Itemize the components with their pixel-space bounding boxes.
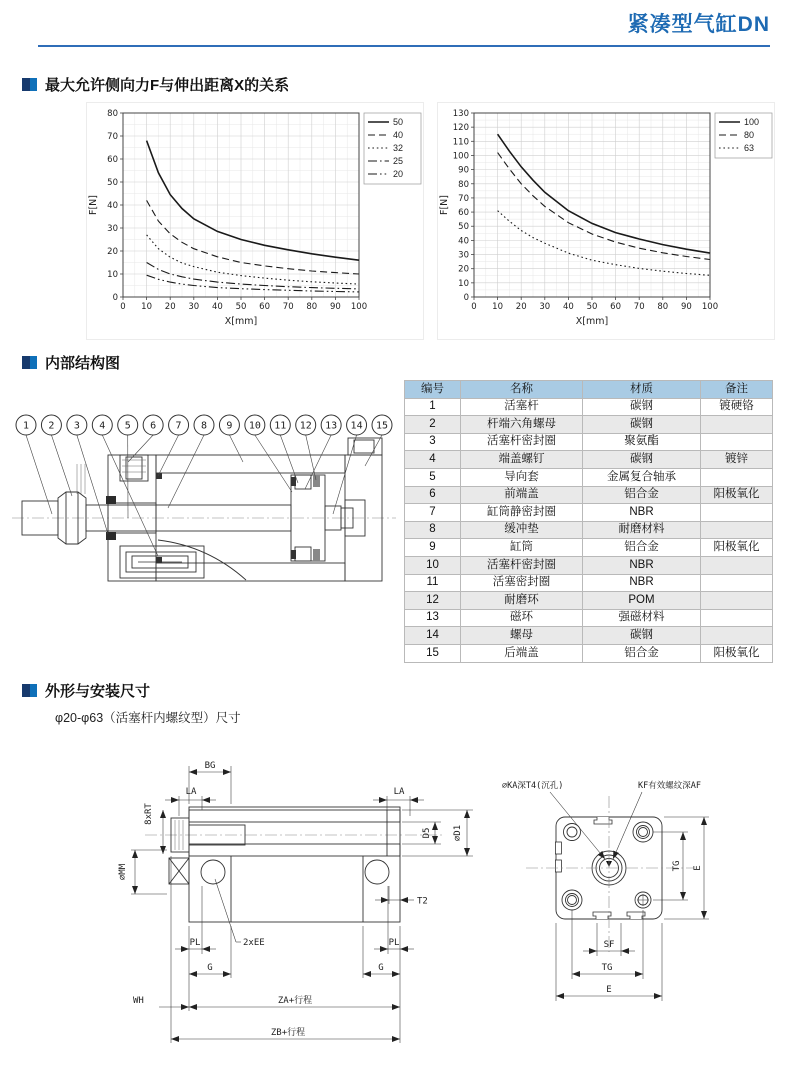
table-cell: 缓冲垫 bbox=[461, 521, 583, 539]
dim-label-e: E bbox=[693, 865, 703, 871]
table-cell: NBR bbox=[583, 556, 701, 574]
callout-number: 13 bbox=[325, 420, 338, 432]
callout-number: 11 bbox=[274, 420, 287, 432]
table-cell bbox=[701, 468, 773, 486]
table-cell: 碳钢 bbox=[583, 398, 701, 416]
dim-label-e: E bbox=[606, 985, 612, 995]
table-cell: 阳极氧化 bbox=[701, 539, 773, 557]
section-title: 外形与安装尺寸 bbox=[45, 683, 151, 700]
table-row bbox=[405, 433, 773, 451]
table-header-row bbox=[405, 381, 773, 399]
y-tick-label: 90 bbox=[458, 165, 469, 176]
y-tick-label: 40 bbox=[458, 236, 469, 247]
table-cell bbox=[701, 627, 773, 645]
callout-number: 6 bbox=[150, 420, 157, 432]
dim-label-ka: ∅KA深T4(沉孔) bbox=[502, 781, 564, 791]
callout-number: 4 bbox=[99, 420, 106, 432]
y-tick-label: 40 bbox=[107, 201, 118, 211]
page-title: 紧凑型气缸DN bbox=[627, 13, 770, 36]
x-tick-label: 0 bbox=[471, 302, 477, 312]
table-cell: 碳钢 bbox=[583, 416, 701, 434]
y-tick-label: 50 bbox=[107, 178, 118, 188]
table-cell: 强磁材料 bbox=[583, 609, 701, 627]
dim-label-zb: ZB+行程 bbox=[270, 1028, 306, 1038]
side-view-dimension-drawing bbox=[105, 752, 480, 1052]
x-tick-label: 10 bbox=[492, 302, 504, 312]
table-cell bbox=[701, 592, 773, 610]
table-cell: 活塞密封圈 bbox=[461, 574, 583, 592]
end-cap-geometry bbox=[526, 796, 694, 952]
table-cell: 10 bbox=[405, 556, 461, 574]
dim-label-rt: 8xRT bbox=[144, 803, 154, 825]
table-row bbox=[405, 451, 773, 469]
legend-label: 20 bbox=[393, 169, 404, 179]
legend-label: 50 bbox=[393, 117, 404, 127]
x-tick-label: 40 bbox=[562, 302, 574, 312]
table-cell bbox=[701, 574, 773, 592]
table-cell: 碳钢 bbox=[583, 627, 701, 645]
dim-label-d1: ∅D1 bbox=[453, 824, 463, 842]
table-cell: 铝合金 bbox=[583, 539, 701, 557]
y-tick-label: 20 bbox=[107, 247, 118, 257]
y-axis-label: F[N] bbox=[439, 195, 450, 215]
x-tick-label: 10 bbox=[141, 302, 153, 312]
table-cell: 耐磨环 bbox=[461, 592, 583, 610]
body-geometry bbox=[145, 807, 443, 922]
table-row bbox=[405, 398, 773, 416]
x-tick-label: 70 bbox=[633, 302, 645, 312]
y-tick-label: 60 bbox=[107, 155, 118, 165]
axes bbox=[439, 109, 718, 327]
y-tick-label: 10 bbox=[458, 278, 469, 289]
callout-number: 2 bbox=[48, 420, 55, 432]
table-cell: 前端盖 bbox=[461, 486, 583, 504]
table-cell: 2 bbox=[405, 416, 461, 434]
y-tick-label: 30 bbox=[107, 224, 118, 234]
table-cell: 铝合金 bbox=[583, 644, 701, 662]
table-cell: 4 bbox=[405, 451, 461, 469]
table-cell: 7 bbox=[405, 504, 461, 522]
table-cell: 1 bbox=[405, 398, 461, 416]
y-tick-label: 80 bbox=[458, 179, 469, 190]
table-cell: 铝合金 bbox=[583, 486, 701, 504]
legend-label: 40 bbox=[393, 130, 404, 140]
dim-label-pl: PL bbox=[388, 938, 400, 948]
table-cell: POM bbox=[583, 592, 701, 610]
table-cell: 导向套 bbox=[461, 468, 583, 486]
table-cell: 端盖螺钉 bbox=[461, 451, 583, 469]
section-heading-side-force bbox=[22, 74, 289, 95]
table-cell: 9 bbox=[405, 539, 461, 557]
x-tick-label: 30 bbox=[188, 302, 200, 312]
table-cell: 15 bbox=[405, 644, 461, 662]
callout-number: 15 bbox=[375, 420, 389, 432]
table-row bbox=[405, 416, 773, 434]
x-tick-label: 90 bbox=[680, 302, 692, 312]
end-view-dimension-drawing bbox=[490, 770, 770, 1015]
dim-label-g: G bbox=[207, 963, 213, 973]
dim-label-la: LA bbox=[393, 787, 405, 797]
y-tick-label: 20 bbox=[458, 264, 469, 275]
dim-label-mm: ∅MM bbox=[118, 863, 128, 881]
legend-label: 80 bbox=[744, 130, 755, 140]
x-tick-label: 60 bbox=[610, 302, 622, 312]
dimensions bbox=[118, 761, 473, 1043]
section-title: 内部结构图 bbox=[45, 355, 121, 372]
x-axis-label: X[mm] bbox=[224, 316, 258, 327]
axes bbox=[88, 109, 367, 327]
table-cell: 8 bbox=[405, 521, 461, 539]
header-rule bbox=[38, 45, 770, 47]
y-axis-label: F[N] bbox=[88, 195, 99, 215]
x-tick-label: 20 bbox=[515, 302, 527, 312]
section-bullet-icon bbox=[22, 684, 37, 697]
y-tick-label: 110 bbox=[452, 137, 469, 148]
table-cell bbox=[701, 521, 773, 539]
callout-number: 10 bbox=[248, 420, 261, 432]
callout-number: 3 bbox=[73, 420, 80, 432]
dim-label-tg: TG bbox=[672, 860, 682, 872]
callout-number: 12 bbox=[299, 420, 312, 432]
dim-label-za: ZA+行程 bbox=[277, 996, 313, 1006]
table-cell: 后端盖 bbox=[461, 644, 583, 662]
y-tick-label: 60 bbox=[458, 208, 469, 219]
y-tick-label: 80 bbox=[107, 109, 118, 119]
x-tick-label: 50 bbox=[235, 302, 247, 312]
table-cell: 6 bbox=[405, 486, 461, 504]
dim-label-t2: T2 bbox=[417, 896, 428, 907]
callout-balloons bbox=[16, 415, 392, 556]
dimensions bbox=[502, 780, 709, 1001]
table-cell: 活塞杆密封圈 bbox=[461, 433, 583, 451]
table-cell bbox=[701, 416, 773, 434]
dim-label-pl: PL bbox=[189, 938, 201, 948]
dim-label-sf: SF bbox=[603, 940, 615, 950]
table-row bbox=[405, 468, 773, 486]
y-tick-label: 0 bbox=[463, 293, 469, 303]
x-tick-label: 100 bbox=[701, 302, 719, 312]
callout-number: 9 bbox=[226, 420, 233, 432]
dim-label-wh: WH bbox=[133, 996, 144, 1006]
table-cell bbox=[701, 556, 773, 574]
callout-number: 14 bbox=[350, 420, 363, 432]
table-cell: 阳极氧化 bbox=[701, 486, 773, 504]
x-tick-label: 20 bbox=[164, 302, 176, 312]
table-cell: 阳极氧化 bbox=[701, 644, 773, 662]
dimension-subtitle: φ20-φ63（活塞杆内螺纹型）尺寸 bbox=[55, 711, 241, 725]
table-cell: 12 bbox=[405, 592, 461, 610]
table-cell: 14 bbox=[405, 627, 461, 645]
y-tick-label: 130 bbox=[452, 109, 469, 119]
table-cell: NBR bbox=[583, 574, 701, 592]
y-tick-label: 0 bbox=[112, 293, 118, 303]
legend-label: 63 bbox=[744, 143, 755, 153]
table-row bbox=[405, 592, 773, 610]
column-header: 材质 bbox=[583, 381, 701, 399]
internal-structure-drawing bbox=[8, 396, 398, 668]
section-bullet-icon bbox=[22, 78, 37, 91]
table-cell: NBR bbox=[583, 504, 701, 522]
legend-label: 100 bbox=[744, 117, 760, 127]
table-row bbox=[405, 556, 773, 574]
table-row bbox=[405, 627, 773, 645]
callout-number: 8 bbox=[200, 420, 208, 432]
y-tick-label: 120 bbox=[452, 123, 469, 134]
table-cell: 13 bbox=[405, 609, 461, 627]
y-tick-label: 70 bbox=[107, 132, 118, 142]
table-cell: 11 bbox=[405, 574, 461, 592]
legend bbox=[715, 113, 772, 158]
table-cell bbox=[701, 609, 773, 627]
section-bullet-icon bbox=[22, 356, 37, 369]
dim-label-d5: D5 bbox=[422, 827, 432, 839]
table-cell: 聚氨酯 bbox=[583, 433, 701, 451]
x-tick-label: 50 bbox=[586, 302, 598, 312]
x-tick-label: 80 bbox=[306, 302, 318, 312]
y-tick-label: 100 bbox=[452, 151, 469, 162]
table-cell: 活塞杆密封圈 bbox=[461, 556, 583, 574]
legend-label: 32 bbox=[393, 143, 404, 153]
column-header: 编号 bbox=[405, 381, 461, 399]
table-cell: 缸筒 bbox=[461, 539, 583, 557]
table-row bbox=[405, 609, 773, 627]
table-cell: 磁环 bbox=[461, 609, 583, 627]
dim-label-g: G bbox=[378, 963, 384, 973]
grid-lines bbox=[474, 113, 710, 297]
table-row bbox=[405, 521, 773, 539]
x-tick-label: 40 bbox=[211, 302, 223, 312]
x-tick-label: 60 bbox=[259, 302, 271, 312]
cylinder-section-geometry bbox=[12, 438, 396, 581]
x-tick-label: 30 bbox=[539, 302, 551, 312]
x-tick-label: 100 bbox=[350, 302, 368, 312]
table-cell: 耐磨材料 bbox=[583, 521, 701, 539]
x-tick-label: 0 bbox=[120, 302, 126, 312]
table-cell: 螺母 bbox=[461, 627, 583, 645]
column-header: 备注 bbox=[701, 381, 773, 399]
y-tick-label: 10 bbox=[107, 270, 118, 280]
legend bbox=[364, 113, 421, 184]
table-cell: 杆端六角螺母 bbox=[461, 416, 583, 434]
section-heading-dimensions bbox=[22, 680, 150, 701]
dim-label-kf: KF有效螺纹深AF bbox=[638, 781, 701, 791]
x-tick-label: 90 bbox=[329, 302, 341, 312]
table-row bbox=[405, 486, 773, 504]
callout-number: 7 bbox=[175, 420, 182, 432]
table-cell: 活塞杆 bbox=[461, 398, 583, 416]
table-cell: 镀锌 bbox=[701, 451, 773, 469]
dim-label-ee: 2xEE bbox=[243, 938, 265, 948]
side-force-chart-large-bores bbox=[437, 102, 775, 340]
legend-label: 25 bbox=[393, 156, 404, 166]
table-row bbox=[405, 574, 773, 592]
dim-label-tg: TG bbox=[601, 963, 613, 973]
callout-number: 5 bbox=[124, 420, 131, 432]
y-tick-label: 70 bbox=[458, 193, 469, 204]
section-heading-structure bbox=[22, 352, 120, 373]
grid-lines bbox=[123, 113, 359, 297]
table-cell: 3 bbox=[405, 433, 461, 451]
table-cell: 金属复合轴承 bbox=[583, 468, 701, 486]
column-header: 名称 bbox=[461, 381, 583, 399]
dim-label-la: LA bbox=[185, 787, 197, 797]
x-tick-label: 80 bbox=[657, 302, 669, 312]
table-row bbox=[405, 644, 773, 662]
table-cell: 碳钢 bbox=[583, 451, 701, 469]
y-tick-label: 30 bbox=[458, 250, 469, 261]
table-row bbox=[405, 539, 773, 557]
y-tick-label: 50 bbox=[458, 222, 469, 233]
dim-label-bg: BG bbox=[204, 761, 216, 771]
table-row bbox=[405, 504, 773, 522]
table-cell bbox=[701, 433, 773, 451]
x-axis-label: X[mm] bbox=[575, 316, 609, 327]
table-cell: 缸筒静密封圈 bbox=[461, 504, 583, 522]
table-cell: 镀硬铬 bbox=[701, 398, 773, 416]
table-cell: 5 bbox=[405, 468, 461, 486]
parts-table bbox=[404, 380, 773, 663]
x-tick-label: 70 bbox=[282, 302, 294, 312]
side-force-chart-small-bores bbox=[86, 102, 424, 340]
section-title: 最大允许侧向力F与伸出距离X的关系 bbox=[45, 77, 290, 94]
callout-number: 1 bbox=[22, 420, 30, 432]
table-cell bbox=[701, 504, 773, 522]
parts-table-body bbox=[405, 398, 773, 662]
